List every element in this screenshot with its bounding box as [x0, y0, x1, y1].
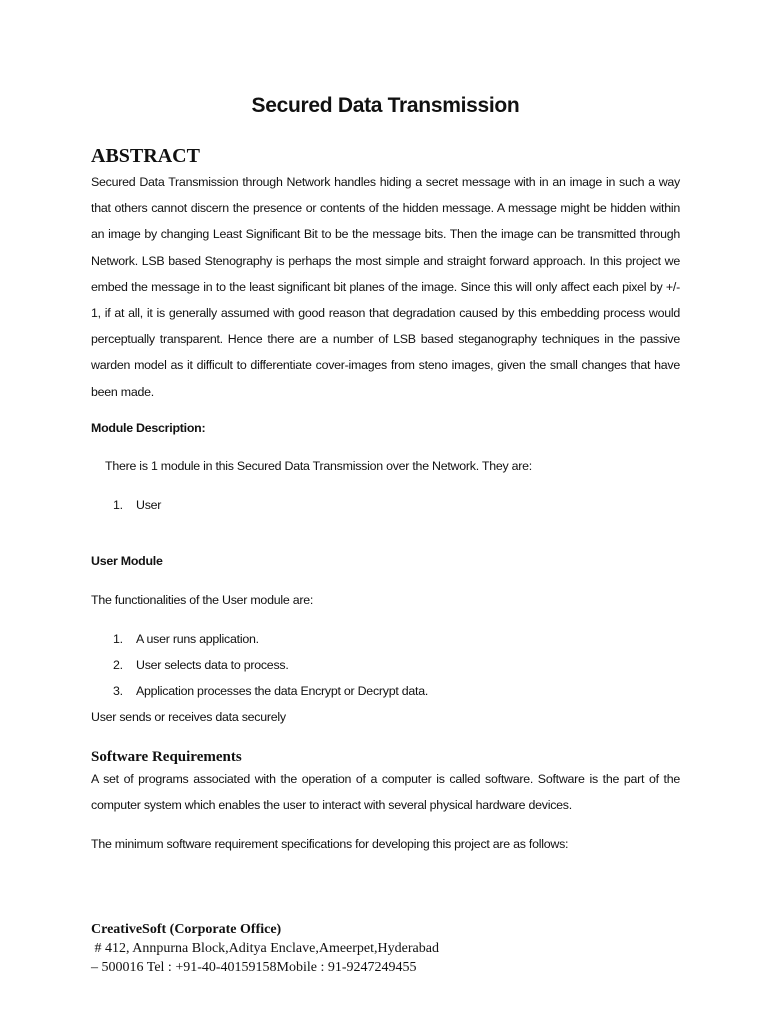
- abstract-heading: ABSTRACT: [91, 145, 200, 167]
- functionality-list-item: [113, 632, 259, 646]
- footer-contact: – 500016 Tel : +91-40-40159158Mobile : 91-9247249455: [91, 960, 417, 975]
- list-item-text: User: [136, 498, 162, 512]
- module-list-item: [113, 498, 161, 512]
- footer-address: # 412, Annpurna Block,Aditya Enclave,Ameerpet,Hyderabad: [91, 941, 439, 956]
- list-number: 2.: [113, 658, 123, 672]
- functionalities-intro: The functionalities of the User module are:: [91, 593, 314, 607]
- software-min-text: The minimum software requirement specifications for developing this project are as follows:: [91, 837, 569, 851]
- module-intro-text: There is 1 module in this Secured Data Transmission over the Network. They are:: [105, 459, 532, 473]
- list-number: 1.: [113, 498, 123, 512]
- document-title: Secured Data Transmission: [251, 94, 520, 117]
- document-page: [91, 0, 680, 1024]
- list-item-text: User selects data to process.: [136, 658, 289, 672]
- software-requirements-heading: Software Requirements: [91, 749, 242, 765]
- abstract-paragraph: Secured Data Transmission through Network handles hiding a secret message with in an image in such a way that others cannot discern the presence or contents of the hidden message. A message might be hidden within an image by changing Least Significant Bit to be the message bits. Then the image can be transmitted through Network. LSB based Stenography is perhaps the most simple and straight forward approach. In this project we embed the message in to the least significant bit planes of the image. Since this will only affect each pixel by +/- 1, if at all, it is generally assumed with good reason that degradation caused by this embedding process would perceptually transparent. Hence there are a number of LSB based steganography techniques in the passive warden model as it difficult to differentiate cover-images from steno images, given the small changes that have been made.: [91, 175, 680, 399]
- footer-company: CreativeSoft (Corporate Office): [91, 922, 282, 937]
- functionality-list-item: [113, 658, 289, 672]
- functionality-list-item: [113, 684, 428, 698]
- module-description-label: Module Description:: [91, 421, 206, 435]
- software-paragraph: A set of programs associated with the operation of a computer is called software. Software is the part of the computer system which enables the user to interact with several physical hardware devices.: [91, 772, 680, 813]
- list-number: 1.: [113, 632, 123, 646]
- list-item-text: A user runs application.: [136, 632, 259, 646]
- user-sends-text: User sends or receives data securely: [91, 710, 286, 724]
- list-number: 3.: [113, 684, 123, 698]
- list-item-text: Application processes the data Encrypt or Decrypt data.: [136, 684, 429, 698]
- user-module-label: User Module: [91, 554, 163, 568]
